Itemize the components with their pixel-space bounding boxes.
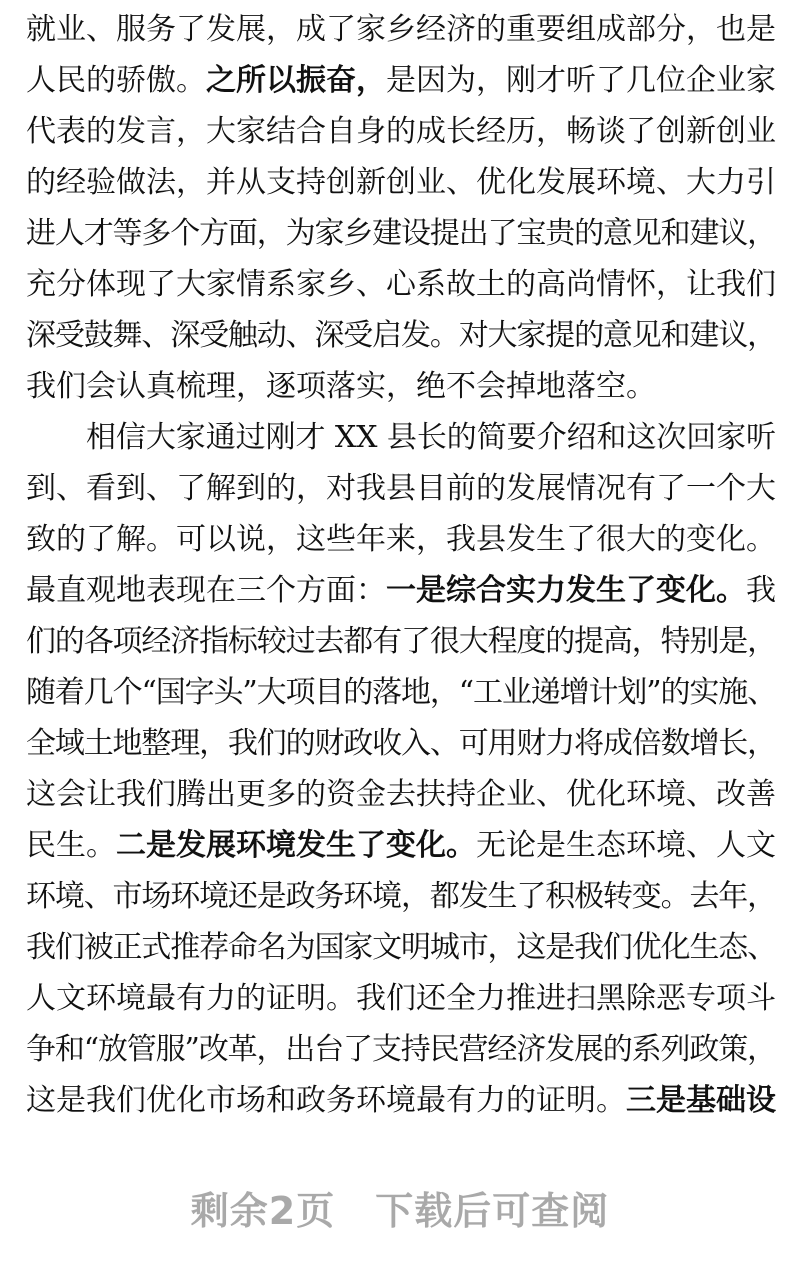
body-text: 深受鼓舞、深受触动、深受启发。对大家提的意见和建议， [26, 318, 776, 353]
text-line [26, 922, 776, 973]
body-text: 这会让我们腾出更多的资金去扶持企业、优化环境、改善 [26, 777, 776, 812]
body-text: 致的了解。可以说，这些年来，我县发生了很大的变化。 [26, 522, 776, 557]
text-line [26, 55, 776, 106]
body-text: 争和“放管服”改革，出台了支持民营经济发展的系列政策， [26, 1032, 776, 1067]
body-text: 是因为，刚才听了几位企业家 [386, 63, 776, 98]
text-line [26, 1075, 776, 1126]
text-line [26, 4, 776, 55]
download-hint-label: 下载后可查阅 [375, 1189, 610, 1233]
text-line [26, 1024, 776, 1075]
body-text: 人民的骄傲。 [26, 63, 206, 98]
body-text: 就业、服务了发展，成了家乡经济的重要组成部分，也是 [26, 12, 776, 47]
body-text: 代表的发言，大家结合自身的成长经历，畅谈了创新创业 [26, 114, 776, 149]
bold-heading-text: 一是综合实力发生了变化。 [386, 573, 746, 608]
body-text: 这是我们优化市场和政务环境最有力的证明。 [26, 1083, 626, 1118]
body-text: 到、看到、了解到的，对我县目前的发展情况有了一个大 [26, 471, 776, 506]
body-text: 我们会认真梳理，逐项落实，绝不会掉地落空。 [26, 369, 656, 404]
body-text: 充分体现了大家情系家乡、心系故土的高尚情怀，让我们 [26, 267, 776, 302]
body-text: 无论是生态环境、人文 [476, 828, 776, 863]
body-text: 环境、市场环境还是政务环境，都发生了积极转变。去年， [26, 879, 776, 914]
body-text: 我 [746, 573, 776, 608]
body-text: 的经验做法，并从支持创新创业、优化发展环境、大力引 [26, 165, 776, 200]
body-text: 最直观地表现在三个方面： [26, 573, 386, 608]
text-line [26, 667, 776, 718]
text-line [26, 463, 776, 514]
download-prompt[interactable] [0, 1180, 800, 1235]
text-line [26, 718, 776, 769]
remaining-pages-label: 剩余2页 [190, 1189, 336, 1233]
body-text: 进人才等多个方面，为家乡建设提出了宝贵的意见和建议， [26, 216, 776, 251]
document-body [26, 4, 776, 1126]
body-text: 随着几个“国字头”大项目的落地，“工业递增计划”的实施、 [26, 675, 776, 710]
body-text: 人文环境最有力的证明。我们还全力推进扫黑除恶专项斗 [26, 981, 776, 1016]
bold-heading-text: 三是基础设 [626, 1083, 776, 1118]
body-text: 相信大家通过刚才 XX 县长的简要介绍和这次回家听 [86, 420, 776, 455]
text-line [26, 361, 776, 412]
bold-heading-text: 二是发展环境发生了变化。 [116, 828, 476, 863]
text-line [26, 310, 776, 361]
text-line [26, 769, 776, 820]
text-line [26, 565, 776, 616]
text-line [26, 616, 776, 667]
text-line [26, 820, 776, 871]
body-text: 我们被正式推荐命名为国家文明城市，这是我们优化生态、 [26, 930, 776, 965]
text-line [26, 973, 776, 1024]
text-line [26, 514, 776, 565]
text-line [26, 157, 776, 208]
bold-heading-text: 之所以振奋， [206, 63, 386, 98]
text-line [26, 412, 800, 463]
text-line [26, 871, 776, 922]
body-text: 们的各项经济指标较过去都有了很大程度的提高，特别是， [26, 624, 776, 659]
text-line [26, 106, 776, 157]
body-text: 全域土地整理，我们的财政收入、可用财力将成倍数增长， [26, 726, 776, 761]
text-line [26, 259, 776, 310]
text-line [26, 208, 776, 259]
body-text: 民生。 [26, 828, 116, 863]
